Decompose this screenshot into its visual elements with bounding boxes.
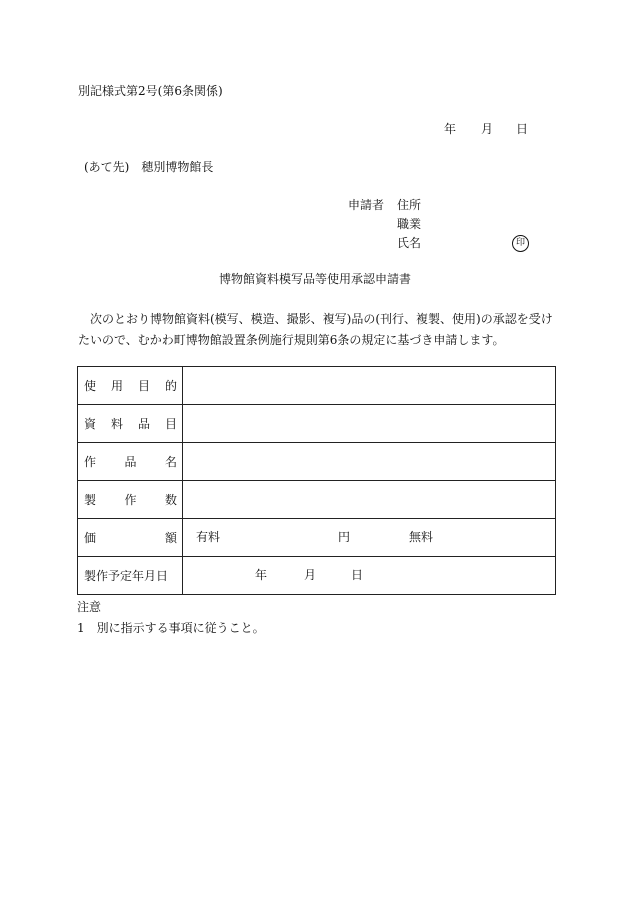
- date-day: 日: [516, 122, 529, 136]
- date-month: 月: [481, 122, 494, 136]
- row-label-production-date: [78, 557, 183, 595]
- label-char: 目: [137, 379, 150, 393]
- label-char: 品: [137, 417, 150, 431]
- body-line-1: 次のとおり博物館資料(模写、模造、撮影、複写)品の(刊行、複製、使用)の承認を受け: [78, 312, 553, 326]
- label-char: 作: [84, 455, 97, 469]
- address-label: 住所: [397, 198, 422, 212]
- applicant-label: 申請者: [348, 198, 385, 212]
- name-label: 氏名: [397, 236, 422, 250]
- date-month-label: 月: [304, 568, 317, 582]
- label-char: 品: [124, 455, 137, 469]
- label-char: 製: [84, 493, 97, 507]
- label-char: 名: [164, 455, 177, 469]
- label-char: 使: [84, 379, 97, 393]
- quantity-field[interactable]: [183, 481, 556, 519]
- purpose-field[interactable]: [183, 367, 556, 405]
- notes-item: 1 別に指示する事項に従うこと。: [77, 621, 265, 635]
- row-label-work-name: [78, 443, 183, 481]
- label-char: 料: [110, 417, 123, 431]
- label-char: 作: [124, 493, 137, 507]
- label-char: 用: [110, 379, 123, 393]
- body-text: [78, 309, 556, 351]
- row-label-item: [78, 405, 183, 443]
- label-char: 額: [164, 531, 177, 545]
- table-row: [78, 367, 556, 405]
- label-char: 的: [164, 379, 177, 393]
- row-label-quantity: [78, 481, 183, 519]
- label-text: 製作予定年月日: [84, 569, 169, 583]
- table-row: [78, 519, 556, 557]
- recipient: (あて先) 穂別博物館長: [84, 160, 214, 174]
- free-label: 無料: [409, 530, 434, 544]
- table-row: [78, 557, 556, 595]
- label-char: 数: [164, 493, 177, 507]
- occupation-label: 職業: [397, 217, 422, 231]
- label-char: 価: [84, 531, 97, 545]
- yen-label: 円: [338, 530, 351, 544]
- paid-label: 有料: [196, 530, 221, 544]
- table-row: [78, 443, 556, 481]
- notes-title: 注意: [77, 600, 102, 614]
- table-row: [78, 481, 556, 519]
- label-char: 資: [84, 417, 97, 431]
- production-date-field[interactable]: [183, 557, 556, 595]
- application-table: [77, 366, 556, 595]
- row-label-purpose: [78, 367, 183, 405]
- price-field[interactable]: [183, 519, 556, 557]
- body-line-2: たいので、むかわ町博物館設置条例施行規則第6条の規定に基づき申請します。: [78, 333, 505, 347]
- work-name-field[interactable]: [183, 443, 556, 481]
- table-row: [78, 405, 556, 443]
- date-year: 年: [444, 122, 457, 136]
- label-char: 目: [164, 417, 177, 431]
- seal-mark: 印: [512, 235, 529, 252]
- date-day-label: 日: [351, 568, 364, 582]
- date-year-label: 年: [255, 568, 268, 582]
- form-number: 別記様式第2号(第6条関係): [78, 84, 223, 98]
- row-label-price: [78, 519, 183, 557]
- item-field[interactable]: [183, 405, 556, 443]
- document-title: 博物館資料模写品等使用承認申請書: [218, 272, 411, 286]
